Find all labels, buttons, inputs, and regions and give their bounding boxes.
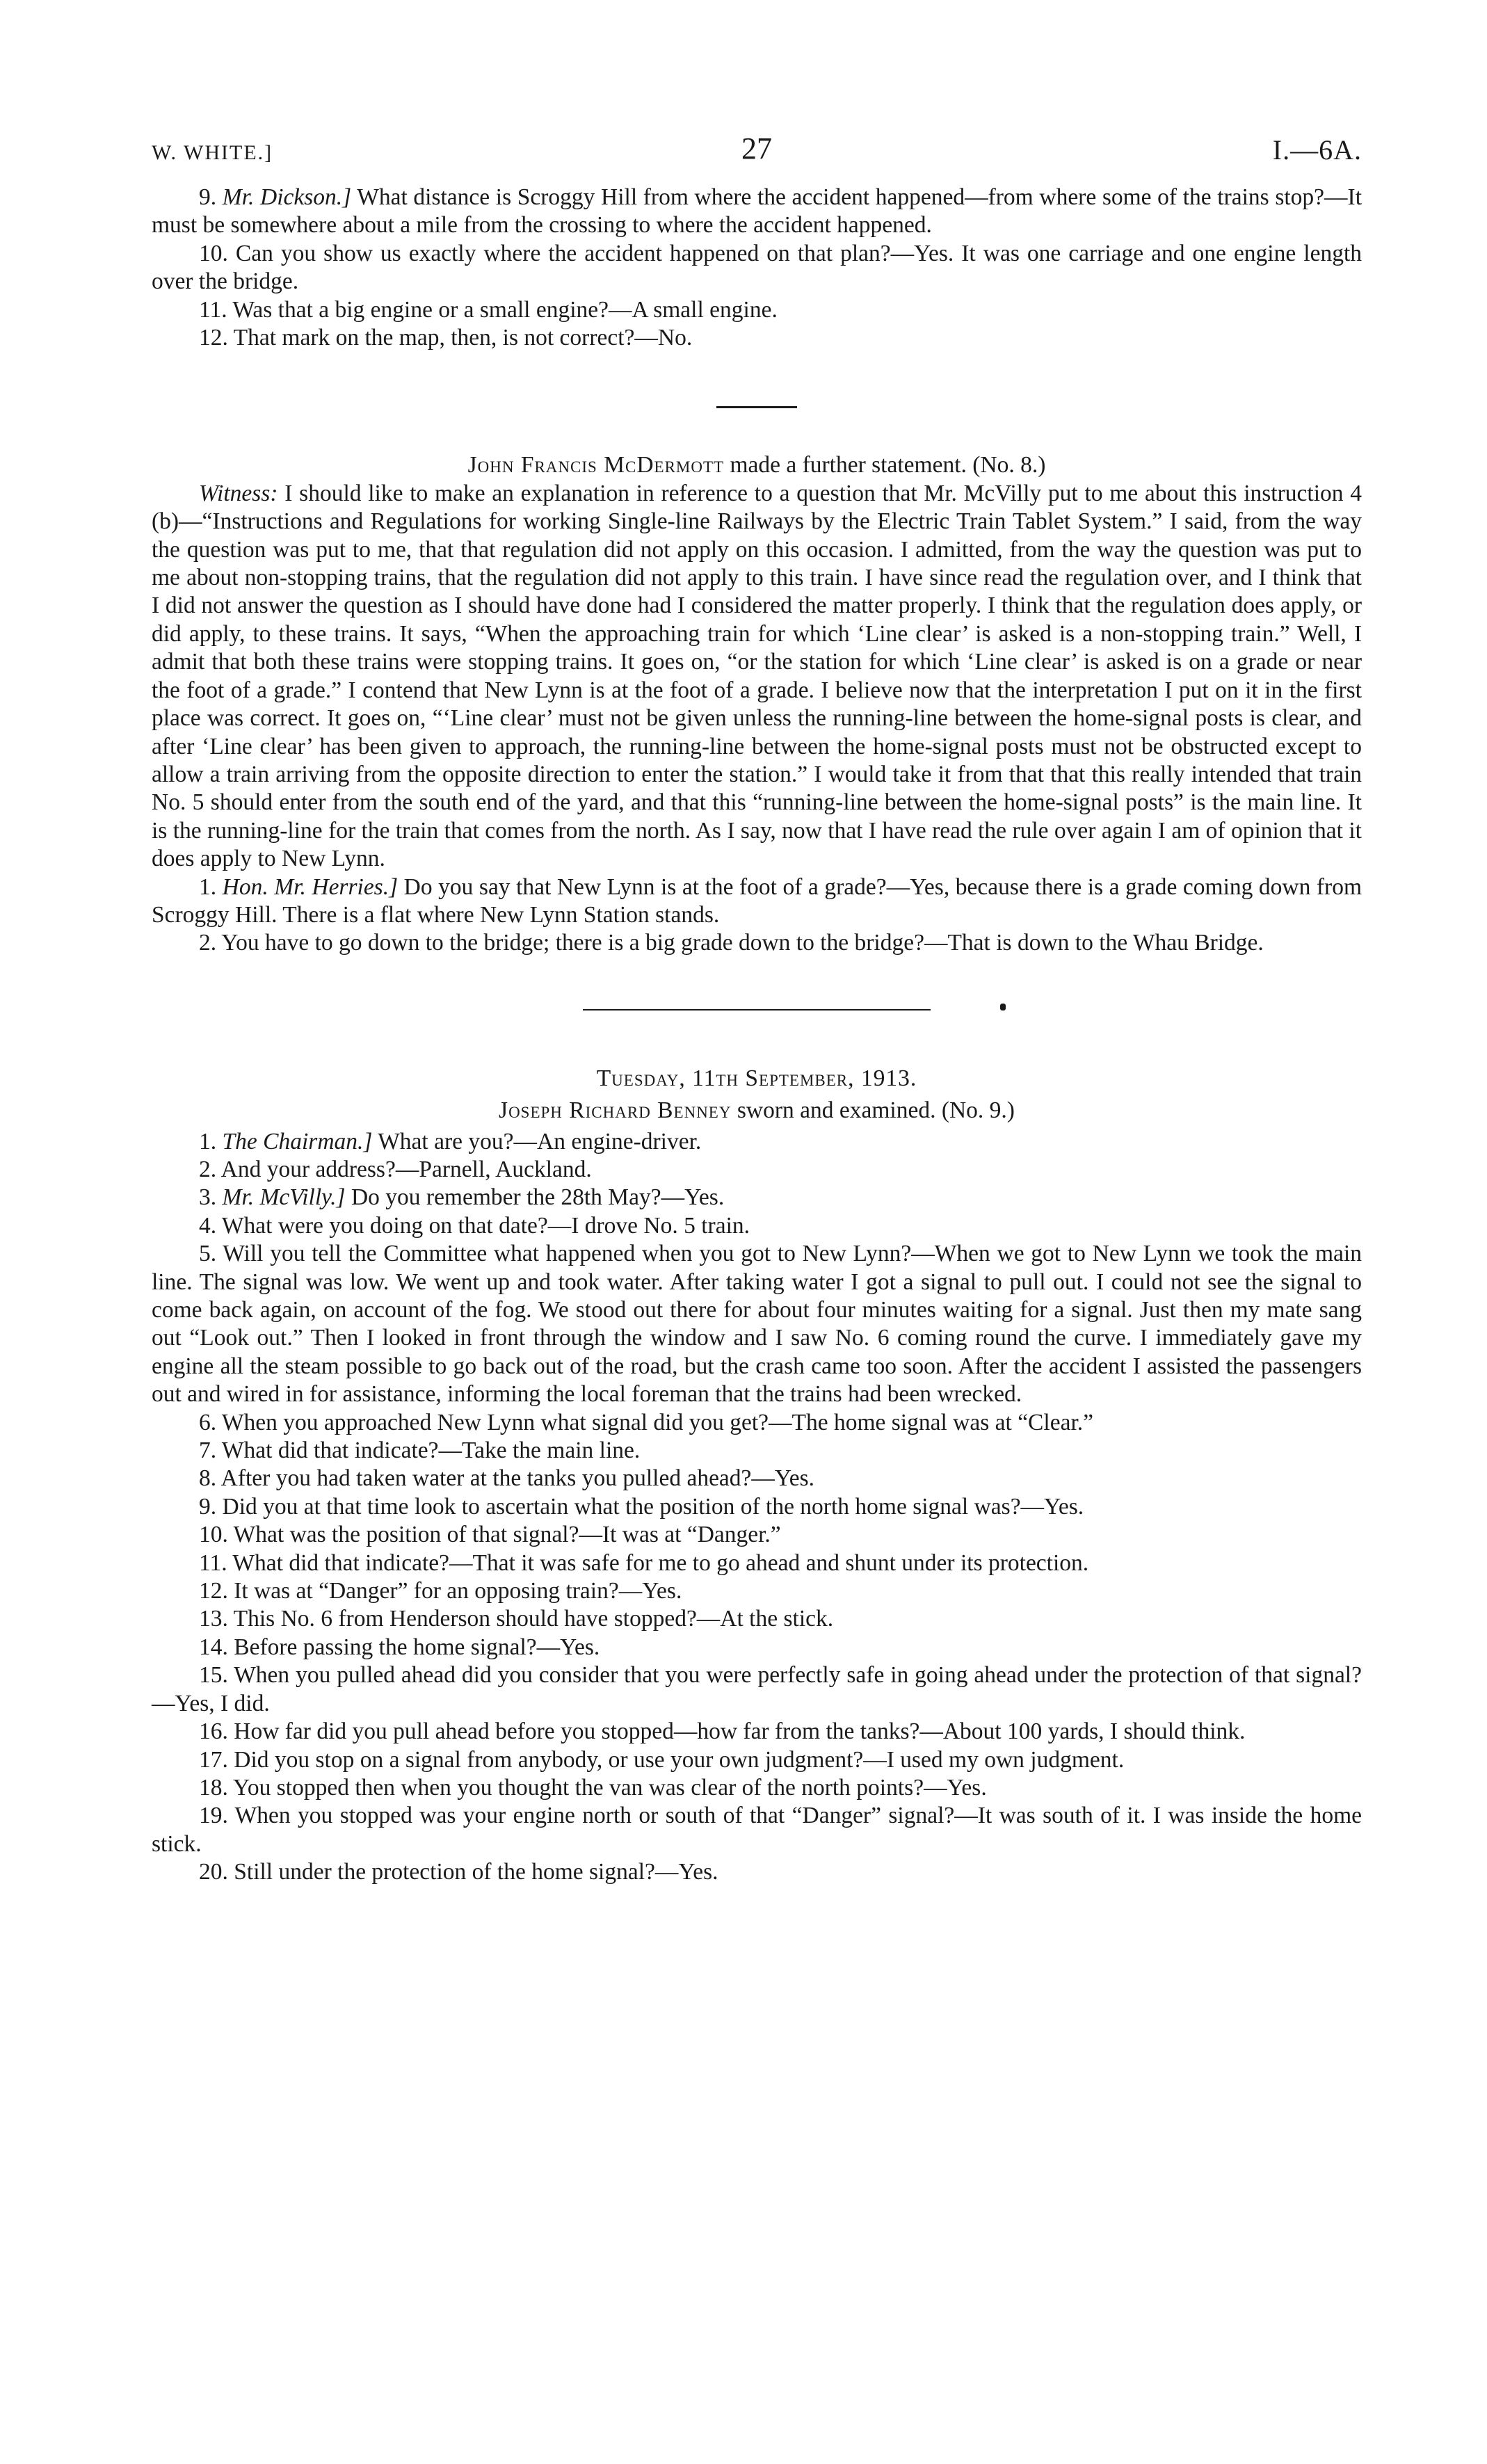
qa-paragraph: 17. Did you stop on a signal from anybody, or use your own judgment?—I used my own judgment. (199, 1746, 1125, 1773)
page-header (152, 131, 1362, 181)
speaker-label: Mr. McVilly.] (222, 1184, 346, 1211)
qa-paragraph: 9. Did you at that time look to ascertain what the position of the north home signal was?—Yes. (199, 1493, 1084, 1520)
qa-paragraph: 18. You stopped then when you thought the van was clear of the north points?—Yes. (199, 1774, 987, 1801)
qa-paragraph: 10. What was the position of that signal?—It was at “Danger.” (199, 1522, 781, 1548)
qa-paragraph: 14. Before passing the home signal?—Yes. (199, 1634, 600, 1660)
section-dickson-questions (152, 184, 1362, 352)
section-divider-long (583, 1009, 931, 1010)
section-mcdermott-statement (152, 451, 1362, 957)
qa-paragraph: 13. This No. 6 from Henderson should have stopped?—At the stick. (199, 1606, 834, 1632)
qa-paragraph: 10. Can you show us exactly where the accident happened on that plan?—Yes. It was one carriage and one engine length over the bridge. (152, 240, 1362, 295)
witness-statement: Witness: I should like to make an explanation in reference to a question that Mr. McVilly put to me about this instruction 4 (b)—“Instructions and Regulations for working Single-line Railways by the Electric Train Tablet System.” I said, from the way the question was put to me, that that regulation did not apply on this occasion. I admitted, from the way the question was put to me about non-stopping trains, that the regulation did not apply to this train. I have since read the regulation over, and I think that I did not answer the question as I should have done had I considered the matter properly. I think that the regulation does apply, or did apply, to these trains. It says, “When the approaching train for which ‘Line clear’ is asked is a non-stopping train.” Well, I admit that both these trains were stopping trains. It goes on, “or the station for which ‘Line clear’ is asked is on a grade or near the foot of a grade.” I contend that New Lynn is at the foot of a grade. I believe now that the interpretation I put on it in the first place was correct. It goes on, “‘Line clear’ must not be given unless the running-line between the home-signal posts is clear, and after ‘Line clear’ has been given to approach, the running-line between the home-signal posts must not be obstructed except to allow a train arriving from the opposite direction to enter the station.” I would take it from that that this really intended that train No. 5 should enter from the south end of the yard, and that this “running-line between the home-signal posts” is the main line. It is the running-line for the train that comes from the north. As I say, now that I have read the rule over again I am of opinion that it does apply to New Lynn. (152, 480, 1362, 872)
qa-paragraph: 9. Mr. Dickson.] What distance is Scroggy Hill from where the accident happened—from where some of the trains stop?—It must be somewhere about a mile from the crossing to where the accident happened. (152, 184, 1363, 239)
qa-paragraph: 1. Hon. Mr. Herries.] Do you say that New Lynn is at the foot of a grade?—Yes, because there is a grade coming down from Scroggy Hill. There is a flat where New Lynn Station stands. (152, 873, 1363, 928)
qa-paragraph: 19. When you stopped was your engine north or south of that “Danger” signal?—It was south of it. I was inside the home stick. (152, 1803, 1362, 1857)
speaker-label: The Chairman.] (222, 1128, 373, 1154)
witness-heading: Joseph Richard Benney sworn and examined. (No. 9.) (499, 1097, 1015, 1124)
section-benney-examination (152, 1065, 1362, 1887)
witness-label: Witness: (199, 480, 278, 506)
qa-paragraph: 6. When you approached New Lynn what signal did you get?—The home signal was at “Clear.” (199, 1409, 1093, 1435)
qa-paragraph: 20. Still under the protection of the home signal?—Yes. (199, 1859, 718, 1885)
header-witness-name: W. WHITE.] (152, 141, 273, 164)
qa-paragraph: 8. After you had taken water at the tanks you pulled ahead?—Yes. (199, 1465, 815, 1492)
section-divider (716, 406, 797, 408)
qa-paragraph: 16. How far did you pull ahead before you stopped—how far from the tanks?—About 100 yards, I should think. (199, 1718, 1246, 1745)
witness-heading: John Francis McDermott made a further statement. (No. 8.) (467, 452, 1046, 478)
qa-paragraph: 2. And your address?—Parnell, Auckland. (199, 1156, 592, 1182)
hearing-date: Tuesday, 11th September, 1913. (596, 1065, 917, 1091)
qa-paragraph: 12. That mark on the map, then, is not correct?—No. (199, 325, 693, 351)
page-number: 27 (741, 131, 772, 166)
qa-paragraph: 15. When you pulled ahead did you consider that you were perfectly safe in going ahead under the protection of that signal?—Yes, I did. (152, 1662, 1362, 1716)
qa-paragraph: 11. What did that indicate?—That it was safe for me to go ahead and shunt under its protection. (199, 1549, 1089, 1576)
qa-paragraph: 11. Was that a big engine or a small engine?—A small engine. (199, 296, 778, 323)
qa-paragraph: 2. You have to go down to the bridge; there is a big grade down to the bridge?—That is down to the Whau Bridge. (199, 930, 1264, 956)
qa-paragraph: 12. It was at “Danger” for an opposing train?—Yes. (199, 1578, 682, 1604)
qa-paragraph: 4. What were you doing on that date?—I drove No. 5 train. (199, 1212, 750, 1239)
qa-paragraph: 3. Mr. McVilly.] Do you remember the 28th May?—Yes. (199, 1184, 725, 1211)
speaker-label: Mr. Dickson.] (222, 184, 352, 210)
document-page (152, 131, 1363, 1887)
qa-paragraph: 7. What did that indicate?—Take the main line. (199, 1438, 641, 1464)
qa-paragraph: 5. Will you tell the Committee what happened when you got to New Lynn?—When we got to New Lynn we took the main line. The signal was low. We went up and took water. After taking water I got a signal to pull out. I could not see the signal to come back again, on account of the fog. We stood out there for about four minutes waiting for a signal. Just then my mate sang out “Look out.” Then I looked in front through the window and I saw No. 6 coming round the curve. I immediately gave my engine all the steam possible to go back out of the road, but the crash came too soon. After the accident I assisted the passengers out and wired in for assistance, informing the local foreman that the trains had been wrecked. (152, 1241, 1362, 1408)
speaker-label: Hon. Mr. Herries.] (222, 873, 399, 900)
qa-paragraph: 1. The Chairman.] What are you?—An engine-driver. (199, 1128, 702, 1154)
document-reference: I.—6A. (1272, 134, 1362, 166)
divider-mark (1000, 1004, 1006, 1010)
